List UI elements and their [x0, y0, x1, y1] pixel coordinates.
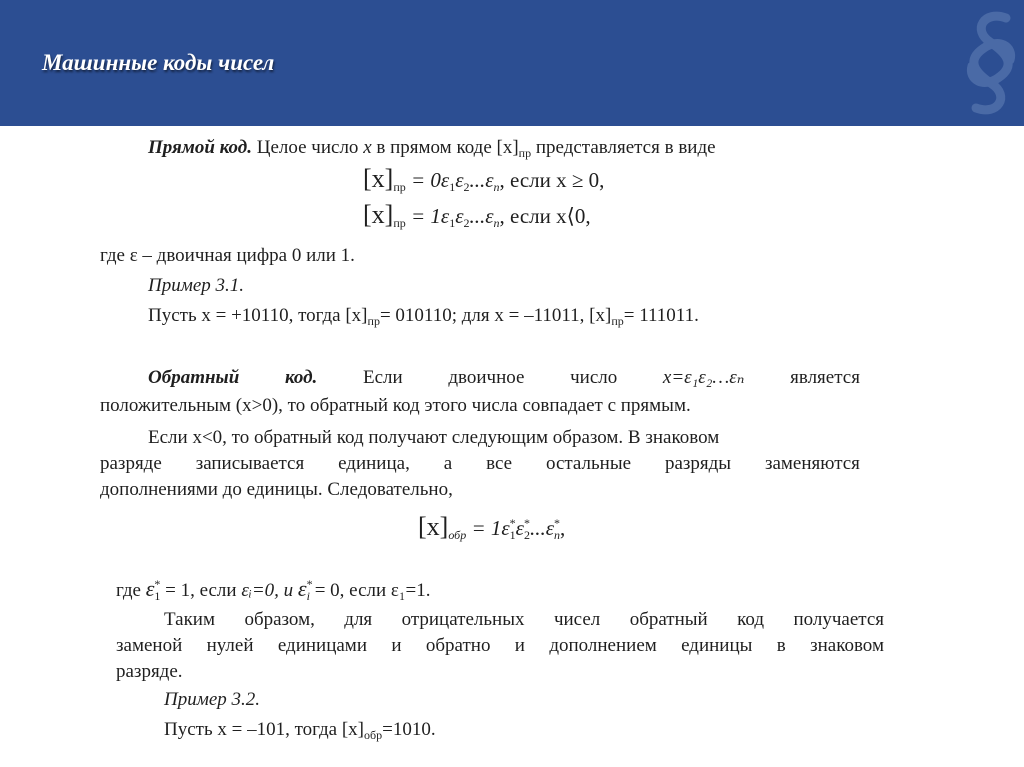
- where-line: где $\varepsilon^*_1 = 1$, если εᵢ=0, и $\varepsilon^*_i = 0$, если ε₁=1.: [116, 576, 431, 603]
- document-body: [0, 126, 1024, 767]
- example-2-text: Пусть x = –101, тогда $[x]_{обр}=1010$.: [164, 719, 436, 742]
- epsilon-note: где ε – двоичная цифра 0 или 1.: [100, 245, 355, 266]
- slide-header: [0, 0, 1024, 126]
- thus-line-3: разряде.: [116, 661, 183, 682]
- negative-line-2: разряде записывается единица, а все остальные разряды заменяются: [100, 453, 860, 474]
- slide-title: Машинные коды чисел: [42, 50, 275, 75]
- section-sign-icon: [954, 0, 1024, 126]
- inverse-code-heading-line: Обратный код. Если двоичное число x=ε₁ε₂…εₙ является: [148, 367, 860, 388]
- inverse-code-line-2: положительным (x>0), то обратный код этого числа совпадает с прямым.: [100, 395, 691, 416]
- thus-line-1: Таким образом, для отрицательных чисел обратный код получается: [164, 609, 884, 630]
- direct-code-intro: Прямой код. Целое число x в прямом коде $[x]_{пр}$ представляется в виде: [148, 137, 716, 160]
- formula-inverse: $[x]_{обр} = 1\varepsilon^*_1\varepsilon^*_2...\varepsilon^*_n$,: [418, 512, 566, 542]
- example-2-title: Пример 3.2.: [164, 689, 261, 710]
- example-title: Пример 3.1.: [148, 275, 245, 296]
- thus-line-2: заменой нулей единицами и обратно и дополнением единицы в знаковом: [116, 635, 884, 656]
- formula-direct-negative: $[x]_{пр} = 1\varepsilon_1\varepsilon_2...\varepsilon_n$, если x⟨0,: [363, 200, 591, 230]
- negative-line-1: Если x<0, то обратный код получают следующим образом. В знаковом: [148, 427, 720, 448]
- formula-direct-positive: $[x]_{пр} = 0\varepsilon_1\varepsilon_2...\varepsilon_n$, если x ≥ 0,: [363, 164, 605, 194]
- example-text: Пусть x = +10110, тогда $[x]_{пр}= 010110$; для x = –11011, $[x]_{пр}= 111011$.: [148, 305, 699, 328]
- negative-line-3: дополнениями до единицы. Следовательно,: [100, 479, 453, 500]
